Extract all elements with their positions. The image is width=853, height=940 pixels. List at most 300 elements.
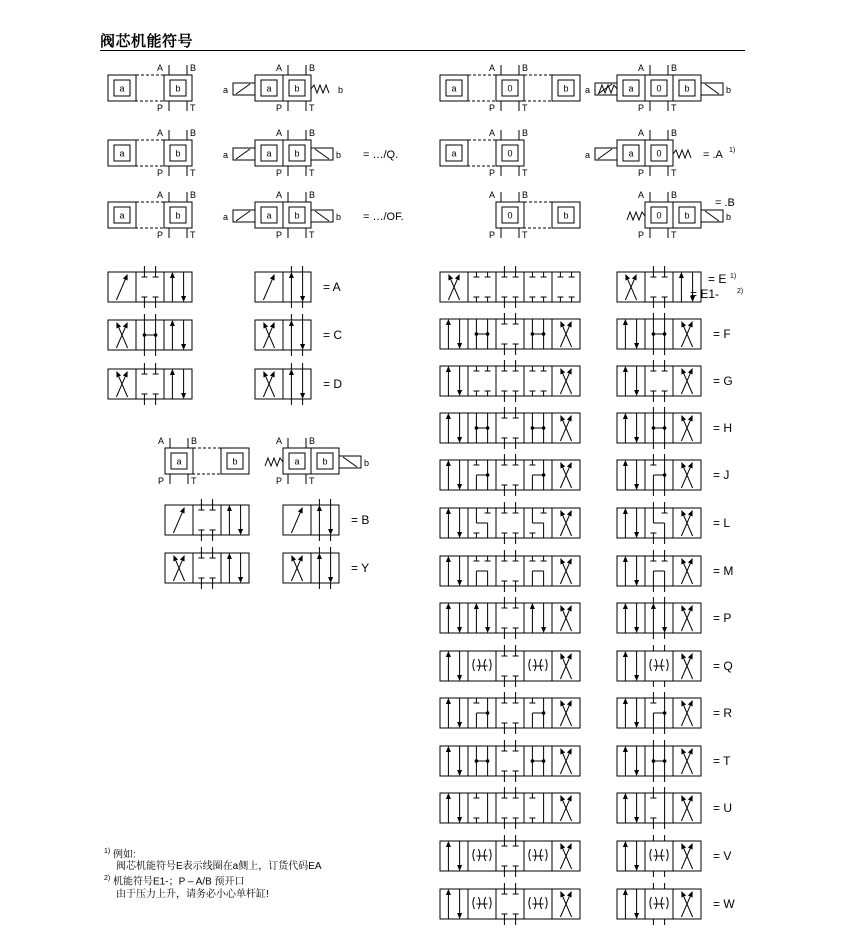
arrow-head bbox=[688, 605, 693, 611]
arrow-head bbox=[688, 700, 693, 706]
cell-label: b bbox=[175, 210, 181, 221]
arrow-head bbox=[634, 532, 639, 538]
solenoid-label-b: b bbox=[336, 212, 342, 222]
junction-dot bbox=[542, 473, 546, 477]
spool-left-3-1 bbox=[108, 314, 192, 356]
cell-label: 0 bbox=[656, 210, 662, 221]
spool-right-3-R bbox=[617, 692, 732, 734]
spring-icon bbox=[265, 458, 283, 466]
flow-arrow bbox=[563, 327, 572, 347]
flow-arrow bbox=[294, 561, 303, 581]
port-label-B: B bbox=[671, 190, 678, 200]
spool-cell bbox=[496, 793, 524, 823]
arrow-head bbox=[446, 460, 451, 466]
arrow-head bbox=[634, 865, 639, 871]
arrow-head bbox=[263, 322, 268, 328]
junction-dot bbox=[531, 332, 535, 336]
solenoid-label-b: b bbox=[364, 458, 370, 468]
cell-label: a bbox=[119, 210, 125, 221]
spool-right-5-H bbox=[440, 407, 580, 449]
arrow-head bbox=[446, 746, 451, 752]
arrow-head bbox=[681, 415, 686, 421]
flow-arrow bbox=[119, 328, 128, 348]
spool-sol-OF bbox=[223, 190, 404, 240]
cell-label: a bbox=[628, 83, 634, 94]
cell-label: 0 bbox=[656, 83, 662, 94]
arrow-head bbox=[681, 843, 686, 849]
spool-cell bbox=[468, 603, 496, 633]
solenoid-stroke bbox=[315, 211, 329, 221]
arrow-head bbox=[567, 558, 572, 564]
port-label-T: T bbox=[522, 230, 528, 240]
port-label-B: B bbox=[671, 63, 678, 73]
junction-dot bbox=[652, 426, 656, 430]
spool-cell bbox=[440, 889, 468, 919]
port-label-T: T bbox=[671, 168, 677, 178]
port-label-A: A bbox=[489, 128, 496, 138]
flow-arrow bbox=[563, 468, 572, 488]
arrow-head bbox=[446, 841, 451, 847]
flow-arrow bbox=[684, 706, 693, 726]
throttle-icon bbox=[650, 849, 668, 861]
spool-cell bbox=[617, 508, 645, 538]
spool-code-V: = V bbox=[713, 849, 732, 863]
flow-arrow bbox=[563, 849, 572, 869]
spool-2pos-plain-3 bbox=[108, 190, 196, 240]
footnote-2-mark: 2) bbox=[104, 875, 111, 883]
spool-code-E-sup: 1) bbox=[730, 273, 737, 280]
arrow-head bbox=[625, 274, 630, 280]
junction-dot bbox=[542, 711, 546, 715]
arrow-head bbox=[634, 437, 639, 443]
arrow-head bbox=[623, 651, 628, 657]
arrow-head bbox=[123, 274, 128, 280]
arrow-head bbox=[560, 368, 565, 374]
port-label-T: T bbox=[309, 103, 315, 113]
arrow-head bbox=[446, 319, 451, 325]
spool-cell bbox=[440, 651, 468, 681]
spool-mid-B-3 bbox=[165, 499, 249, 541]
arrow-head bbox=[455, 274, 460, 280]
arrow-head bbox=[238, 529, 243, 535]
port-label-P: P bbox=[489, 230, 496, 240]
junction-dot bbox=[652, 332, 656, 336]
arrow-head bbox=[681, 558, 686, 564]
flow-arrow bbox=[173, 513, 182, 533]
arrow-head bbox=[567, 891, 572, 897]
port-label-B: B bbox=[190, 190, 197, 200]
footnote-2-head: 机能符号E1-；P – A/B 预开口 bbox=[113, 876, 245, 888]
spool-3pos-sol bbox=[585, 63, 731, 113]
arrow-head bbox=[688, 368, 693, 374]
cell-label: b bbox=[232, 456, 238, 467]
spool-code-E: = E bbox=[708, 272, 727, 286]
port-label-P: P bbox=[276, 168, 283, 178]
port-label-B: B bbox=[309, 190, 316, 200]
spool-right-5-F bbox=[440, 313, 580, 355]
spool-right-5-R bbox=[440, 692, 580, 734]
spool-code-Y: = Y bbox=[351, 561, 370, 575]
arrow-head bbox=[181, 393, 186, 399]
spool-cell bbox=[645, 793, 673, 823]
arrow-head bbox=[116, 322, 121, 328]
spool-cell bbox=[440, 556, 468, 586]
spool-cell bbox=[617, 698, 645, 728]
junction-dot bbox=[663, 332, 667, 336]
flow-arrow bbox=[291, 513, 300, 533]
flow-arrow bbox=[263, 377, 272, 397]
cell-label: 0 bbox=[507, 210, 513, 221]
flow-arrow bbox=[684, 659, 693, 679]
arrow-head bbox=[634, 817, 639, 823]
flow-arrow bbox=[684, 374, 693, 394]
port-label-A: A bbox=[157, 128, 164, 138]
solenoid-label-b: b bbox=[336, 150, 342, 160]
throttle-icon bbox=[650, 659, 668, 671]
arrow-head bbox=[298, 507, 303, 513]
spool-cell bbox=[524, 793, 552, 823]
arrow-head bbox=[170, 320, 175, 326]
port-label-A: A bbox=[276, 128, 283, 138]
cell-label: b bbox=[563, 83, 569, 94]
spool-right-3-M bbox=[617, 550, 733, 592]
spool-right-3-E bbox=[617, 266, 743, 308]
flow-arrow bbox=[681, 374, 690, 394]
arrow-head bbox=[270, 322, 275, 328]
arrow-head bbox=[457, 484, 462, 490]
port-label-A: A bbox=[276, 190, 283, 200]
arrow-head bbox=[623, 460, 628, 466]
footnote-1-mark: 1) bbox=[104, 848, 111, 855]
spool-code-R: = R bbox=[713, 706, 733, 720]
arrow-head bbox=[446, 556, 451, 562]
port-label-B: B bbox=[191, 436, 198, 446]
arrow-head bbox=[567, 368, 572, 374]
spool-code-E1: = E1- bbox=[690, 287, 720, 301]
flow-arrow bbox=[563, 421, 572, 441]
flow-arrow bbox=[563, 564, 572, 584]
spool-2pos-plain-2 bbox=[108, 128, 196, 178]
cell-label: a bbox=[451, 83, 457, 94]
flow-arrow bbox=[560, 801, 569, 821]
arrow-head bbox=[289, 320, 294, 326]
spool-right-5-E bbox=[440, 266, 580, 308]
port-label-B: B bbox=[309, 63, 316, 73]
solenoid-stroke bbox=[236, 211, 250, 221]
spool-cell bbox=[617, 603, 645, 633]
arrow-head bbox=[446, 508, 451, 514]
arrow-head bbox=[560, 795, 565, 801]
arrow-head bbox=[300, 296, 305, 302]
spool-cell bbox=[440, 413, 468, 443]
cell-label: 0 bbox=[507, 83, 513, 94]
spool-right-5-J bbox=[440, 454, 580, 496]
arrow-head bbox=[567, 843, 572, 849]
junction-dot bbox=[143, 333, 147, 337]
port-label-P: P bbox=[157, 230, 164, 240]
spool-left-2-2 bbox=[255, 363, 342, 405]
arrow-head bbox=[446, 889, 451, 895]
arrow-head bbox=[681, 891, 686, 897]
spring-icon bbox=[627, 212, 645, 220]
flow-arrow bbox=[684, 849, 693, 869]
spool-right-3-T bbox=[617, 740, 731, 782]
cell-box bbox=[136, 202, 164, 228]
arrow-head bbox=[289, 369, 294, 375]
solenoid-label-a: a bbox=[585, 85, 591, 95]
throttle-icon bbox=[473, 897, 491, 909]
spool-cell bbox=[524, 366, 552, 396]
spool-code-L: = L bbox=[713, 516, 731, 530]
spool-cell bbox=[193, 505, 221, 535]
arrow-head bbox=[181, 344, 186, 350]
port-label-T: T bbox=[309, 230, 315, 240]
spool-right-5-L bbox=[440, 502, 580, 544]
cell-box bbox=[136, 75, 164, 101]
cell-label: b bbox=[322, 456, 328, 467]
spool-right-3-L bbox=[617, 502, 730, 544]
spool-left-3-2 bbox=[108, 363, 192, 405]
arrow-head bbox=[681, 700, 686, 706]
arrow-head bbox=[634, 484, 639, 490]
arrow-head bbox=[681, 795, 686, 801]
arrow-head bbox=[681, 653, 686, 659]
spool-sol-spring bbox=[223, 63, 343, 113]
spool-code-P: = P bbox=[713, 611, 732, 625]
arrow-head bbox=[446, 698, 451, 704]
spool-sol-Q bbox=[223, 128, 398, 178]
flow-arrow bbox=[681, 516, 690, 536]
solenoid-label-b: b bbox=[726, 212, 732, 222]
spool-cell bbox=[645, 603, 673, 633]
spool-cell bbox=[617, 651, 645, 681]
arrow-head bbox=[634, 343, 639, 349]
spool-cell bbox=[496, 319, 524, 349]
solenoid-stroke bbox=[705, 84, 719, 94]
spool-cell bbox=[496, 366, 524, 396]
arrow-head bbox=[623, 366, 628, 372]
spool-code-B: = B bbox=[351, 513, 370, 527]
throttle-icon bbox=[473, 849, 491, 861]
flow-arrow bbox=[560, 564, 569, 584]
spool-cell bbox=[164, 272, 192, 302]
flow-arrow bbox=[560, 468, 569, 488]
spool-code-W: = W bbox=[713, 897, 735, 911]
arrow-head bbox=[567, 510, 572, 516]
spool-mid-Y-2 bbox=[283, 547, 369, 589]
port-label-P: P bbox=[638, 168, 645, 178]
arrow-head bbox=[300, 344, 305, 350]
spool-code-1: = C bbox=[323, 328, 343, 342]
cell-label: a bbox=[119, 148, 125, 159]
arrow-head bbox=[688, 748, 693, 754]
flow-arrow bbox=[119, 377, 128, 397]
arrow-head bbox=[634, 675, 639, 681]
port-label-T: T bbox=[522, 103, 528, 113]
arrow-head bbox=[662, 627, 667, 633]
spool-cell bbox=[440, 698, 468, 728]
junction-dot bbox=[475, 759, 479, 763]
arrow-head bbox=[530, 603, 535, 609]
arrow-head bbox=[446, 366, 451, 372]
arrow-head bbox=[567, 748, 572, 754]
page-title: 阀芯机能符号 bbox=[100, 33, 194, 50]
port-label-B: B bbox=[522, 128, 529, 138]
arrow-head bbox=[181, 296, 186, 302]
arrow-head bbox=[317, 505, 322, 511]
port-label-A: A bbox=[276, 436, 283, 446]
flow-arrow bbox=[684, 801, 693, 821]
spool-right-3-W bbox=[617, 883, 735, 925]
spool-cell bbox=[221, 505, 249, 535]
flow-arrow bbox=[563, 374, 572, 394]
flow-arrow bbox=[681, 659, 690, 679]
port-label-A: A bbox=[158, 436, 165, 446]
spool-cell bbox=[524, 603, 552, 633]
arrow-head bbox=[180, 555, 185, 561]
port-label-A: A bbox=[638, 63, 645, 73]
spool-cell bbox=[193, 553, 221, 583]
arrow-head bbox=[173, 555, 178, 561]
cell-box bbox=[193, 448, 221, 474]
solenoid-stroke bbox=[236, 149, 250, 159]
port-label-P: P bbox=[489, 103, 496, 113]
arrow-head bbox=[298, 555, 303, 561]
arrow-head bbox=[457, 343, 462, 349]
spool-code-U: = U bbox=[713, 801, 733, 815]
solenoid-stroke bbox=[705, 211, 719, 221]
arrow-head bbox=[560, 605, 565, 611]
spool-cell bbox=[645, 366, 673, 396]
port-label-T: T bbox=[190, 103, 196, 113]
port-label-P: P bbox=[158, 476, 165, 486]
flow-arrow bbox=[681, 327, 690, 347]
arrow-head bbox=[457, 627, 462, 633]
solenoid-stroke bbox=[598, 149, 612, 159]
spool-cell bbox=[496, 889, 524, 919]
flow-arrow bbox=[560, 516, 569, 536]
cell-label: a bbox=[266, 83, 272, 94]
spool-right-5-V bbox=[440, 835, 580, 877]
junction-dot bbox=[542, 332, 546, 336]
port-label-B: B bbox=[522, 63, 529, 73]
arrow-head bbox=[446, 413, 451, 419]
junction-dot bbox=[486, 759, 490, 763]
spool-cell bbox=[496, 413, 524, 443]
footnote-2-body: 由于压力上升，请务必小心单杆缸! bbox=[116, 888, 269, 900]
port-label-B: B bbox=[522, 190, 529, 200]
flow-arrow bbox=[116, 280, 125, 300]
flow-arrow bbox=[681, 754, 690, 774]
cell-label: 0 bbox=[507, 148, 513, 159]
arrow-head bbox=[688, 558, 693, 564]
spool-cell bbox=[136, 369, 164, 399]
variant-suffix: = …/OF. bbox=[363, 211, 404, 223]
flow-arrow bbox=[681, 468, 690, 488]
throttle-icon bbox=[650, 897, 668, 909]
footnotes bbox=[104, 846, 322, 901]
spool-2pos-plain-1 bbox=[108, 63, 196, 113]
flow-arrow bbox=[560, 706, 569, 726]
arrow-head bbox=[560, 415, 565, 421]
flow-arrow bbox=[560, 659, 569, 679]
arrow-head bbox=[688, 462, 693, 468]
spool-code-Q: = Q bbox=[713, 659, 733, 673]
spool-right-5-G bbox=[440, 360, 580, 402]
variant-suffix-B: = .B bbox=[715, 197, 735, 209]
spool-cell bbox=[468, 793, 496, 823]
cell-box bbox=[468, 75, 496, 101]
flow-arrow bbox=[684, 421, 693, 441]
flow-arrow bbox=[684, 897, 693, 917]
arrow-head bbox=[623, 413, 628, 419]
solenoid-stroke bbox=[315, 149, 329, 159]
arrow-head bbox=[289, 272, 294, 278]
variant-suffix: = .A bbox=[703, 149, 723, 161]
flow-arrow bbox=[681, 801, 690, 821]
cell-box bbox=[468, 140, 496, 166]
cell-label: b bbox=[684, 210, 690, 221]
throttle-icon bbox=[473, 659, 491, 671]
junction-dot bbox=[531, 759, 535, 763]
spool-code-G: = G bbox=[713, 374, 733, 388]
footnote-1-body: 阀芯机能符号E表示线圈在a侧上，订货代码EA bbox=[116, 861, 322, 873]
arrow-head bbox=[227, 553, 232, 559]
arrow-head bbox=[688, 891, 693, 897]
port-label-B: B bbox=[190, 128, 197, 138]
cell-label: b bbox=[294, 148, 300, 159]
port-label-P: P bbox=[638, 230, 645, 240]
spool-code-0: = A bbox=[323, 280, 341, 294]
cell-label: a bbox=[266, 148, 272, 159]
spool-cell bbox=[617, 319, 645, 349]
flow-arrow bbox=[563, 754, 572, 774]
footnote-1-head: 例如: bbox=[113, 849, 136, 861]
flow-arrow bbox=[681, 849, 690, 869]
arrow-head bbox=[170, 272, 175, 278]
solenoid-label-a: a bbox=[585, 150, 591, 160]
arrow-head bbox=[634, 390, 639, 396]
port-label-A: A bbox=[638, 190, 645, 200]
flow-arrow bbox=[173, 561, 182, 581]
arrow-head bbox=[567, 462, 572, 468]
flow-arrow bbox=[563, 897, 572, 917]
port-label-A: A bbox=[157, 190, 164, 200]
arrow-head bbox=[560, 510, 565, 516]
spool-cell bbox=[440, 793, 468, 823]
flow-arrow bbox=[291, 561, 300, 581]
port-label-T: T bbox=[671, 230, 677, 240]
spool-cell bbox=[617, 841, 645, 871]
spool-3pos-A bbox=[585, 128, 735, 178]
arrow-head bbox=[560, 700, 565, 706]
arrow-head bbox=[681, 748, 686, 754]
cell-label: a bbox=[176, 456, 182, 467]
arrow-head bbox=[291, 555, 296, 561]
spool-code-2: = D bbox=[323, 377, 343, 391]
spool-cell bbox=[136, 272, 164, 302]
junction-dot bbox=[486, 473, 490, 477]
junction-dot bbox=[531, 426, 535, 430]
spool-right-3-V bbox=[617, 835, 731, 877]
spool-cell bbox=[617, 746, 645, 776]
spool-cell bbox=[617, 793, 645, 823]
spool-cell bbox=[468, 272, 496, 302]
spool-code-F: = F bbox=[713, 327, 731, 341]
spool-right-3-G bbox=[617, 360, 733, 402]
spool-cell bbox=[496, 841, 524, 871]
spool-cell bbox=[311, 505, 339, 535]
